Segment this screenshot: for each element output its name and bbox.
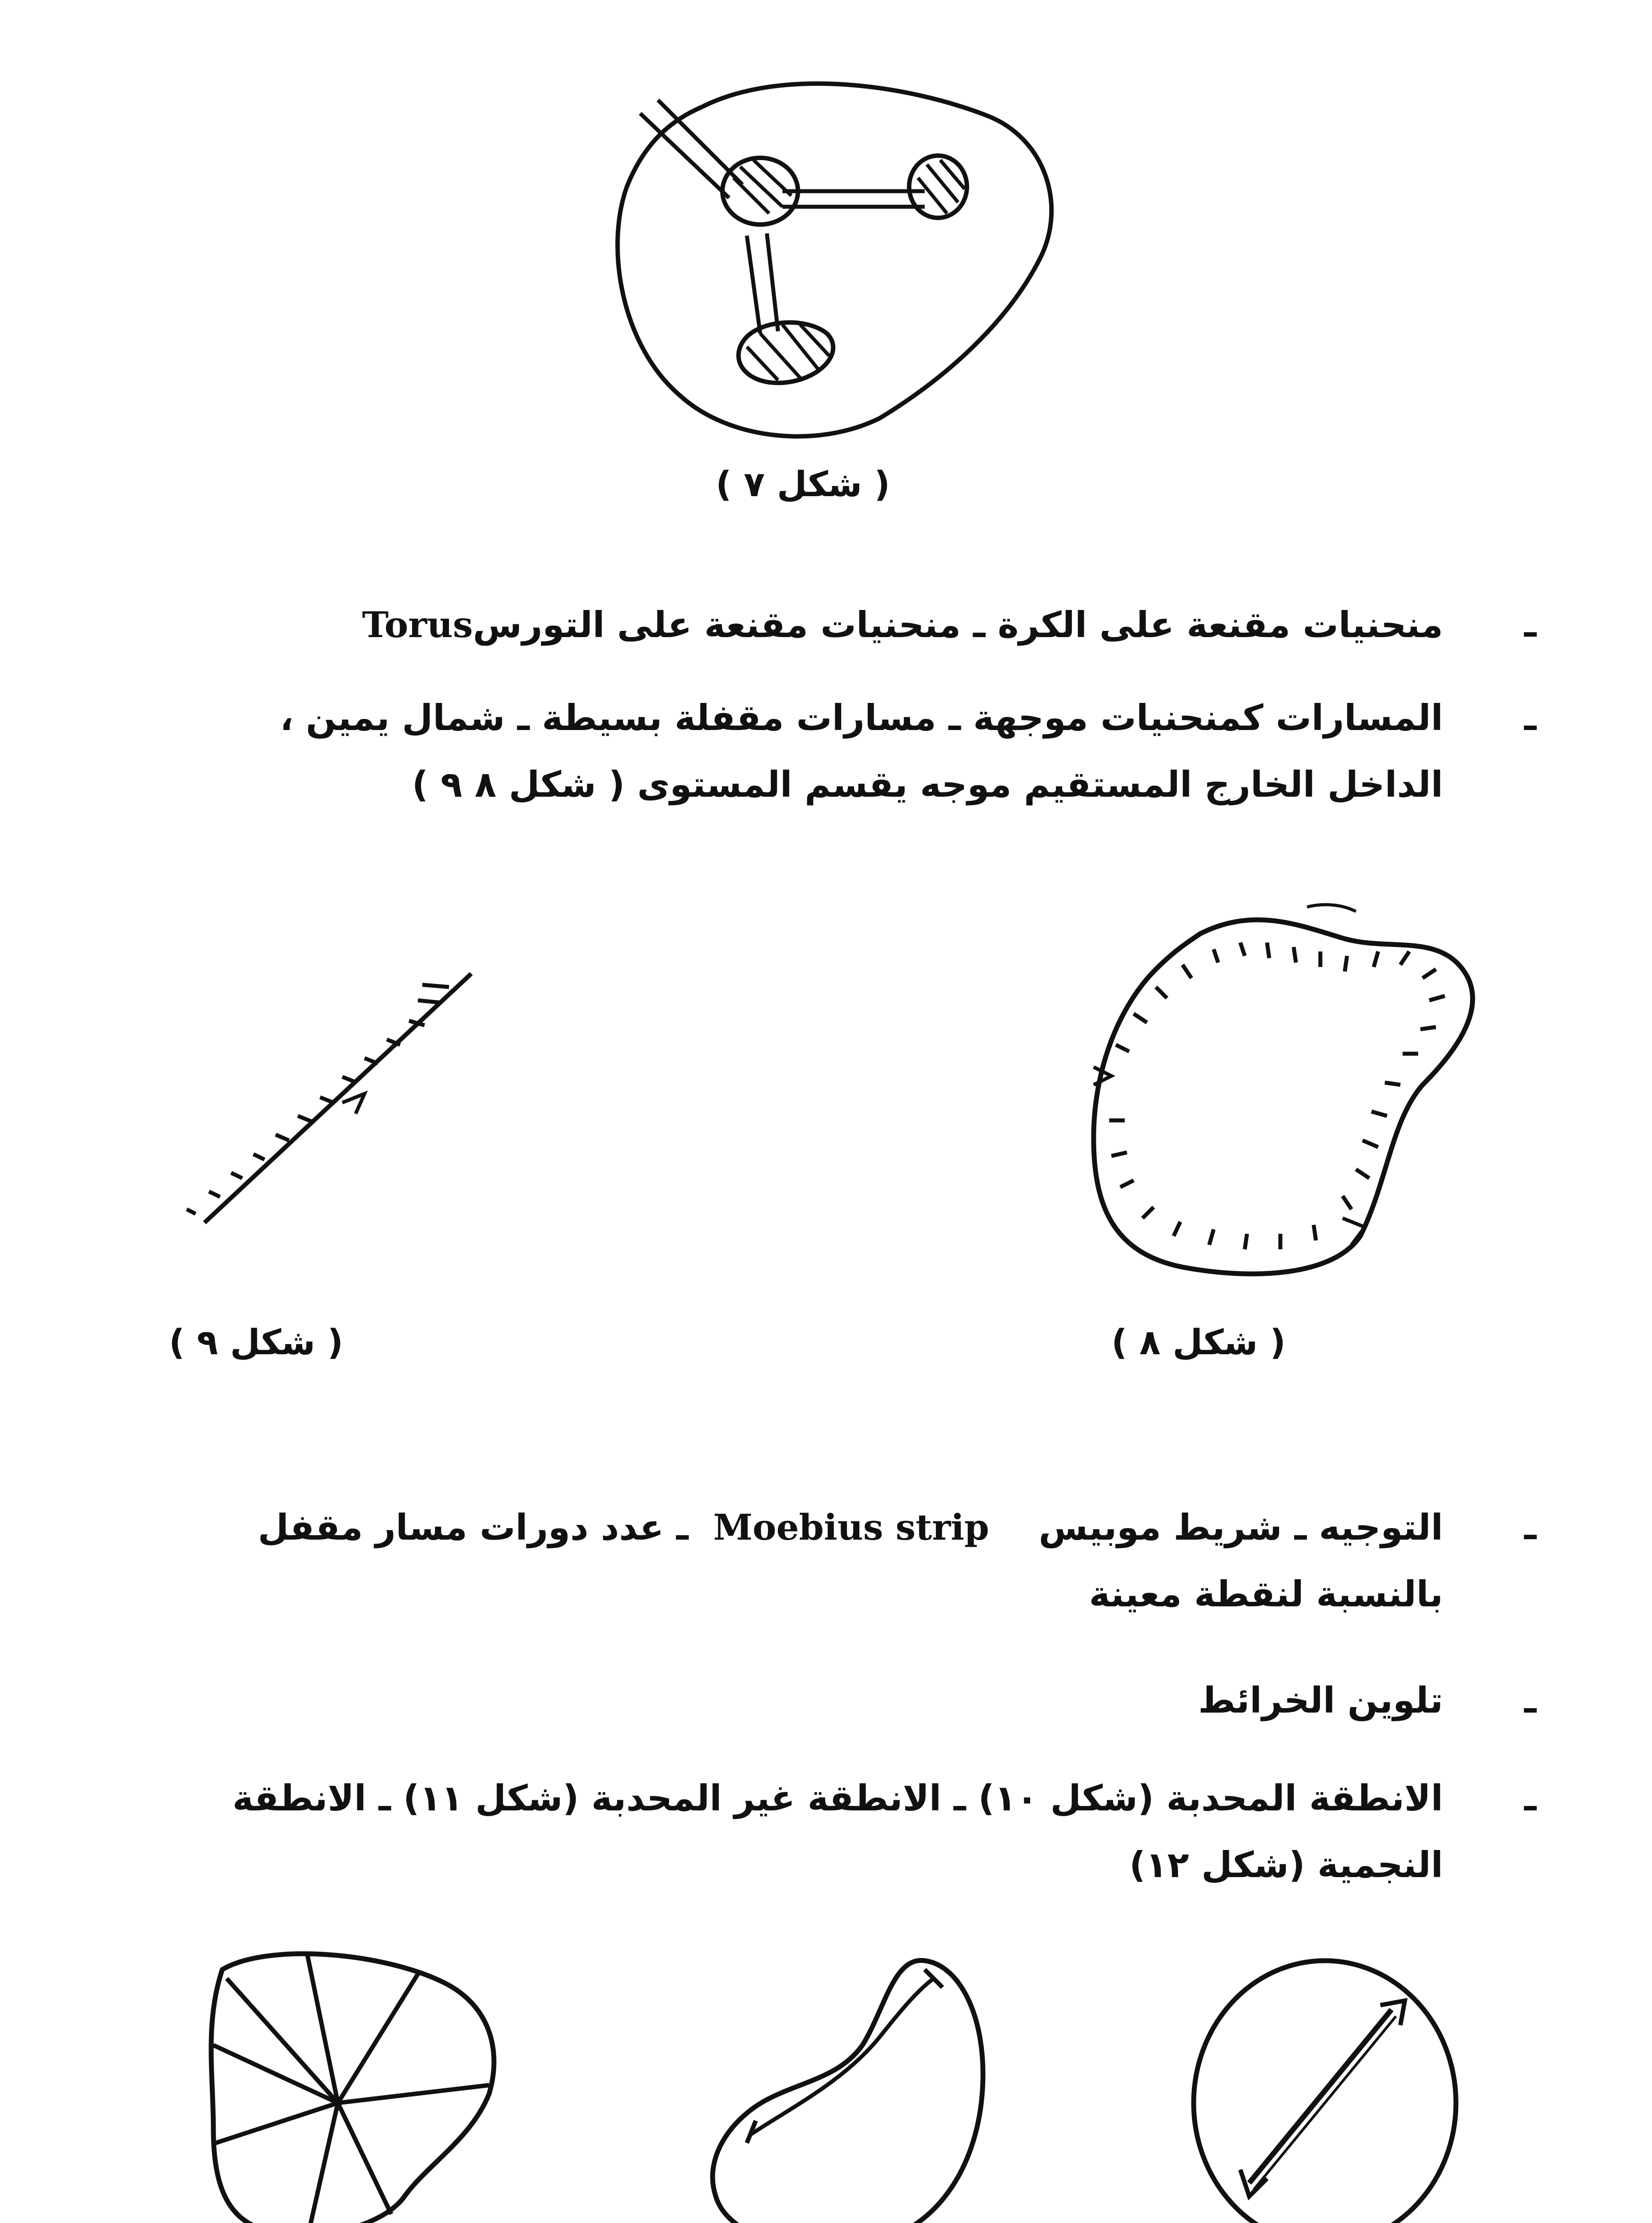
figure-7-drawing [596,58,1076,449]
item-3-line-2: بالنسبة لنقطة معينة [1089,1573,1443,1615]
item-5-line-1: الانطقة المحدبة (شكل ١٠) ـ الانطقة غير المحدبة (شكل ١١) ـ الانطقة [232,1778,1443,1819]
list-dash: ـ [1524,604,1536,645]
figure-11-drawing [694,1947,1005,2223]
figure-7-caption: ( شكل ٧ ) [716,465,890,505]
item-3-text-b: ـ عدد دورات مسار مقفل [258,1507,689,1548]
figure-10-drawing [1183,1947,1476,2223]
figure-12-drawing [196,1934,507,2223]
list-item-5 [0,1765,1536,1898]
list-item-3 [0,1494,1536,1628]
figure-8-drawing [1067,898,1485,1289]
item-5-line-2: النجمية (شكل ١٢) [1129,1844,1443,1886]
list-dash: ـ [1524,1778,1536,1819]
item-2-line-2: الداخل الخارج المستقيم موجه يقسم المستوى ( شكل ٨ ٩ ) [412,764,1443,805]
list-item-1 [109,591,1536,658]
item-1-text: منحنيات مقنعة على الكرة ـ منحنيات مقنعة على التورس [473,604,1443,646]
item-4-text: تلوين الخرائط [1198,1680,1443,1721]
figure-8-caption: ( شكل ٨ ) [1111,1323,1286,1363]
figure-9-caption: ( شكل ٩ ) [169,1323,344,1363]
item-2-line-1: المسارات كمنحنيات موجهة ـ مسارات مقفلة بسيطة ـ شمال يمين ، [280,697,1443,738]
item-1-latin: Torus [362,604,473,646]
item-3-text-a: التوجيه ـ شريط موبيس [1039,1507,1443,1548]
list-dash: ـ [1524,1506,1536,1548]
list-dash: ـ [1524,697,1536,738]
list-dash: ـ [1524,1680,1536,1721]
figure-9-drawing [169,960,498,1236]
list-item-4 [332,1667,1536,1734]
item-3-latin: Moebius strip [713,1506,989,1548]
list-item-2 [20,685,1536,818]
